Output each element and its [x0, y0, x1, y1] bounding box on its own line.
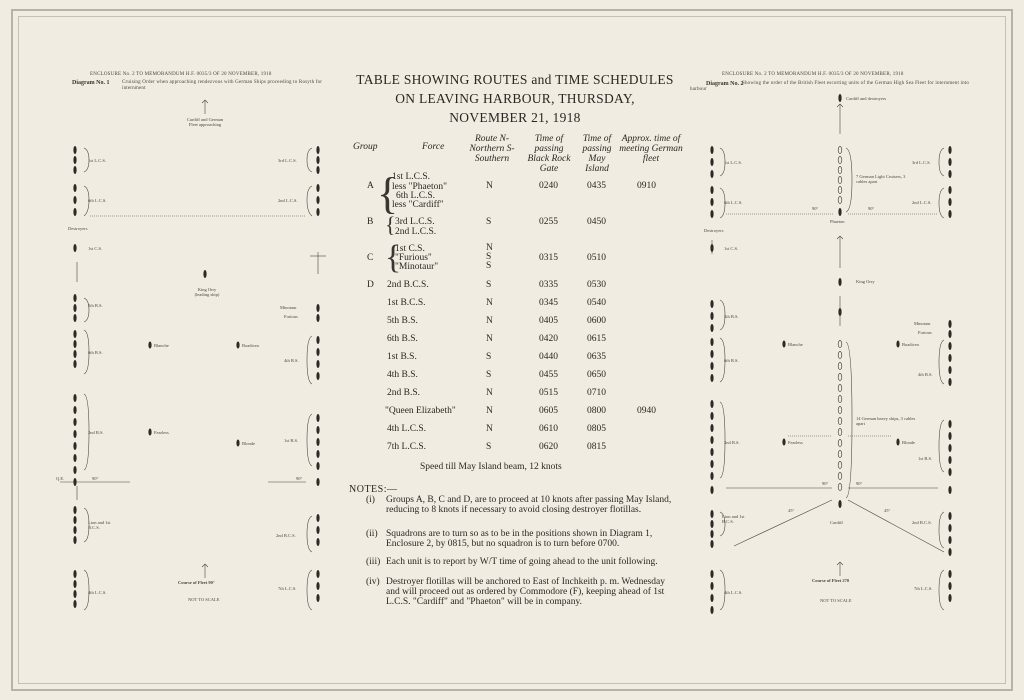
left-label-blanche: Blanche	[154, 343, 169, 348]
row-4bs-may: 0650	[587, 370, 606, 380]
right-angle-4: 90°	[856, 481, 863, 486]
title-line-3: NOVEMBER 21, 1918	[449, 110, 581, 125]
right-label-4th-lcs: 4th L.C.S.	[724, 590, 743, 595]
row-b-may: 0450	[587, 217, 606, 227]
left-label-fearless: Fearless	[154, 430, 169, 435]
speed-note: Speed till May Island beam, 12 knots	[420, 462, 562, 472]
right-label-lion: Lion and 1st B.C.S.	[722, 514, 745, 524]
note-1-number: (i)	[366, 495, 375, 505]
row-b-route: S	[486, 217, 492, 227]
left-label-blonde: Blonde	[242, 441, 255, 446]
row-6bs-blackrock: 0420	[539, 334, 558, 344]
row-c-brace: {	[385, 239, 402, 276]
row-4lcs-blackrock: 0610	[539, 424, 558, 434]
right-angle-6: 45°	[884, 508, 891, 513]
right-label-2nd-bcs: 2nd B.C.S.	[912, 520, 932, 525]
left-label-2nd-bs: 2nd B.S.	[88, 430, 104, 435]
note-1-text: Groups A, B, C and D, are to proceed at 10 knots after passing May Island, reducing to 8 knots if necessary to avoid closing destroyer flotillas.	[386, 495, 672, 515]
row-d-blackrock: 0335	[539, 280, 558, 290]
row-a-brace: {	[377, 169, 399, 218]
left-label-6th-bs: 6th B.S.	[88, 350, 103, 355]
row-a-force-2: less "Phaeton"	[392, 182, 447, 192]
row-6bs-force: 6th B.S.	[387, 334, 418, 344]
left-caption: Cruising Order when approaching rendezvous with German Ships proceeding to Rosyth for internment	[122, 80, 323, 91]
row-d-may: 0530	[587, 280, 606, 290]
row-5bs-force: 5th B.S.	[387, 316, 418, 326]
left-top-label: Cardiff and German Fleet approaching	[186, 117, 224, 127]
left-label-1st-cs: 1st C.S.	[88, 246, 103, 251]
left-label-qe: Q.E.	[56, 476, 65, 481]
row-4lcs-may: 0805	[587, 424, 606, 434]
left-label-lion: Lion and 1st B.C.S.	[88, 520, 111, 530]
left-label-7th-lcs: 7th L.C.S.	[278, 586, 297, 591]
right-label-3rd-lcs: 3rd L.C.S.	[912, 160, 931, 165]
row-b-blackrock: 0255	[539, 217, 558, 227]
row-qe-route: N	[486, 406, 493, 416]
right-label-destroyers: Destroyers	[704, 228, 724, 233]
right-label-blonde: Blonde	[902, 440, 915, 445]
right-label-boadicea: Boadicea	[902, 342, 919, 347]
right-label-minotaur: Minotaur	[914, 321, 931, 326]
right-label-1st-bs: 1st B.S.	[918, 456, 933, 461]
row-4lcs-force: 4th L.C.S.	[387, 424, 427, 434]
note-4-text: Destroyer flotillas will be anchored to East of Inchkeith p. m. Wednesday and will proceed out as ordered by Commodore (F), keeping ahead of 1st L.C.S. "Cardiff" and "Phaeton" will be in company.	[386, 577, 665, 607]
right-angle-3: 90°	[822, 481, 829, 486]
note-2-number: (ii)	[366, 529, 378, 539]
row-b-brace: {	[385, 212, 396, 237]
right-label-6th-bs: 6th B.S.	[724, 358, 739, 363]
right-label-5th-bs: 5th B.S.	[724, 314, 739, 319]
row-1bs-force: 1st B.S.	[387, 352, 417, 362]
row-d-force: 2nd B.C.S.	[387, 280, 429, 290]
right-scale: NOT TO SCALE	[820, 598, 852, 603]
left-label-boadicea: Boadicea	[242, 343, 259, 348]
header-force: Force	[422, 142, 445, 152]
right-label-2nd-bs: 2nd B.S.	[724, 440, 740, 445]
row-qe-meeting: 0940	[637, 406, 656, 416]
row-a-meeting: 0910	[637, 181, 656, 191]
row-c-force-1: 1st C.S.	[395, 244, 425, 254]
row-qe-may: 0800	[587, 406, 606, 416]
row-a-force-3: 6th L.C.S.	[396, 191, 436, 201]
right-label-king-orry: King Orry	[856, 279, 875, 284]
left-label-5th-bs: 5th B.S.	[88, 303, 103, 308]
left-label-minotaur: Minotaur	[280, 305, 297, 310]
right-top-label: Cardiff and destroyers	[846, 96, 887, 101]
row-4bs-blackrock: 0455	[539, 370, 558, 380]
row-b-force-1: 3rd L.C.S.	[395, 217, 435, 227]
row-1bs-may: 0635	[587, 352, 606, 362]
right-label-cardiff: Cardiff	[830, 520, 843, 525]
row-7lcs-blackrock: 0620	[539, 442, 558, 452]
left-angle-left: 90°	[92, 476, 99, 481]
title-line-1: TABLE SHOWING ROUTES and TIME SCHEDULES	[356, 72, 674, 87]
left-label-3rd-lcs: 3rd L.C.S.	[278, 158, 297, 163]
left-enclosure: ENCLOSURE No. 2 TO MEMORANDUM H.F. 0035/3 OF 20 NOVEMBER, 1918	[90, 72, 272, 77]
row-c-force-2: "Furious"	[395, 253, 432, 263]
right-label-1st-lcs: 1st L.C.S.	[724, 160, 743, 165]
row-1bcs-route: N	[486, 298, 493, 308]
row-qe-blackrock: 0605	[539, 406, 558, 416]
row-1bcs-may: 0540	[587, 298, 606, 308]
row-1bs-route: S	[486, 352, 492, 362]
row-2bs-force: 2nd B.S.	[387, 388, 420, 398]
right-label-1st-cs: 1st C.S.	[724, 246, 739, 251]
left-label-2nd-bcs: 2nd B.C.S.	[276, 533, 296, 538]
left-label-king-orry: King Orry (leading ship)	[194, 287, 220, 297]
row-4bs-force: 4th B.S.	[387, 370, 418, 380]
row-a-force-1: 1st L.C.S.	[392, 172, 431, 182]
right-diagram-number: Diagram No. 2	[706, 81, 744, 87]
row-2bs-may: 0710	[587, 388, 606, 398]
right-label-4th-bs: 4th B.S.	[918, 372, 933, 377]
right-label-furious: Furious	[918, 330, 932, 335]
row-a-may: 0435	[587, 181, 606, 191]
row-7lcs-route: S	[486, 442, 492, 452]
row-1bcs-blackrock: 0345	[539, 298, 558, 308]
row-c-blackrock: 0315	[539, 253, 558, 263]
note-3-number: (iii)	[366, 557, 381, 567]
row-c-route: N S S	[486, 243, 493, 271]
row-7lcs-force: 7th L.C.S.	[387, 442, 427, 452]
header-may: Time of passing May Island	[582, 134, 612, 174]
right-label-phaeton: Phaeton	[830, 219, 845, 224]
right-label-2nd-lcs: 2nd L.C.S.	[912, 200, 932, 205]
row-b-force-2: 2nd L.C.S.	[395, 227, 437, 237]
row-1bcs-force: 1st B.C.S.	[387, 298, 426, 308]
right-label-blanche: Blanche	[788, 342, 803, 347]
right-angle-5: 45°	[788, 508, 795, 513]
right-label-6th-lcs: 6th L.C.S.	[724, 200, 743, 205]
left-label-4th-bs: 4th B.S.	[284, 358, 299, 363]
header-meeting: Approx. time of meeting German fleet	[619, 134, 683, 164]
left-label-destroyers: Destroyers	[68, 226, 88, 231]
note-3-text: Each unit is to report by W/T time of going ahead to the unit following.	[386, 557, 658, 567]
row-4bs-route: S	[486, 370, 492, 380]
right-caption: Showing the order of the British Fleet escorting units of the German High Sea Fleet for internment into harbour	[690, 81, 970, 92]
left-scale: NOT TO SCALE	[188, 597, 220, 602]
left-course: Course of Fleet 90°	[178, 580, 215, 585]
notes-heading: NOTES:—	[349, 484, 398, 495]
row-a-route: N	[486, 181, 493, 191]
right-course: Course of Fleet 270	[812, 578, 850, 583]
row-4lcs-route: N	[486, 424, 493, 434]
left-angle-right: 90°	[296, 476, 303, 481]
right-angle-1: 90°	[812, 206, 819, 211]
right-enclosure: ENCLOSURE No. 2 TO MEMORANDUM H.F. 0035/3 OF 20 NOVEMBER, 1918	[722, 72, 904, 77]
row-2bs-route: N	[486, 388, 493, 398]
row-b-group: B	[367, 217, 374, 227]
right-label-fearless: Fearless	[788, 440, 803, 445]
row-6bs-route: N	[486, 334, 493, 344]
row-7lcs-may: 0815	[587, 442, 606, 452]
row-5bs-blackrock: 0405	[539, 316, 558, 326]
row-c-force-3: "Minotaur"	[395, 262, 439, 272]
header-route: Route N- Northern S- Southern	[469, 134, 515, 164]
header-blackrock: Time of passing Black Rock Gate	[527, 134, 571, 174]
row-c-group: C	[367, 253, 374, 263]
right-label-german-light: 7 German Light Cruisers, 3 cables apart	[856, 174, 906, 184]
row-6bs-may: 0615	[587, 334, 606, 344]
title-line-2: ON LEAVING HARBOUR, THURSDAY,	[395, 91, 635, 106]
left-label-4th-lcs: 4th L.C.S.	[88, 590, 107, 595]
note-2-text: Squadrons are to turn so as to be in the positions shown in Diagram 1, Enclosure 2, by 0815, but no squadron is to turn before 0700.	[386, 529, 653, 549]
row-d-group: D	[367, 280, 374, 290]
right-label-german-heavy: 14 German heavy ships, 3 cables apart	[856, 416, 916, 426]
left-label-6th-lcs: 6th L.C.S.	[88, 198, 107, 203]
left-label-1st-lcs: 1st L.C.S.	[88, 158, 107, 163]
row-c-may: 0510	[587, 253, 606, 263]
row-1bs-blackrock: 0440	[539, 352, 558, 362]
row-a-group: A	[367, 181, 374, 191]
left-label-1st-bs: 1st B.S.	[284, 438, 299, 443]
row-a-force-4: less "Cardiff"	[392, 200, 444, 210]
row-d-route: S	[486, 280, 492, 290]
left-diagram-number: Diagram No. 1	[72, 80, 110, 86]
row-qe-force: "Queen Elizabeth"	[385, 406, 456, 416]
note-4-number: (iv)	[366, 577, 380, 587]
right-label-7th-lcs: 7th L.C.S.	[914, 586, 933, 591]
row-a-blackrock: 0240	[539, 181, 558, 191]
row-5bs-may: 0600	[587, 316, 606, 326]
left-label-furious: Furious	[284, 314, 298, 319]
header-group: Group	[353, 142, 378, 152]
left-label-2nd-lcs: 2nd L.C.S.	[278, 198, 298, 203]
row-5bs-route: N	[486, 316, 493, 326]
row-2bs-blackrock: 0515	[539, 388, 558, 398]
right-angle-2: 90°	[868, 206, 875, 211]
